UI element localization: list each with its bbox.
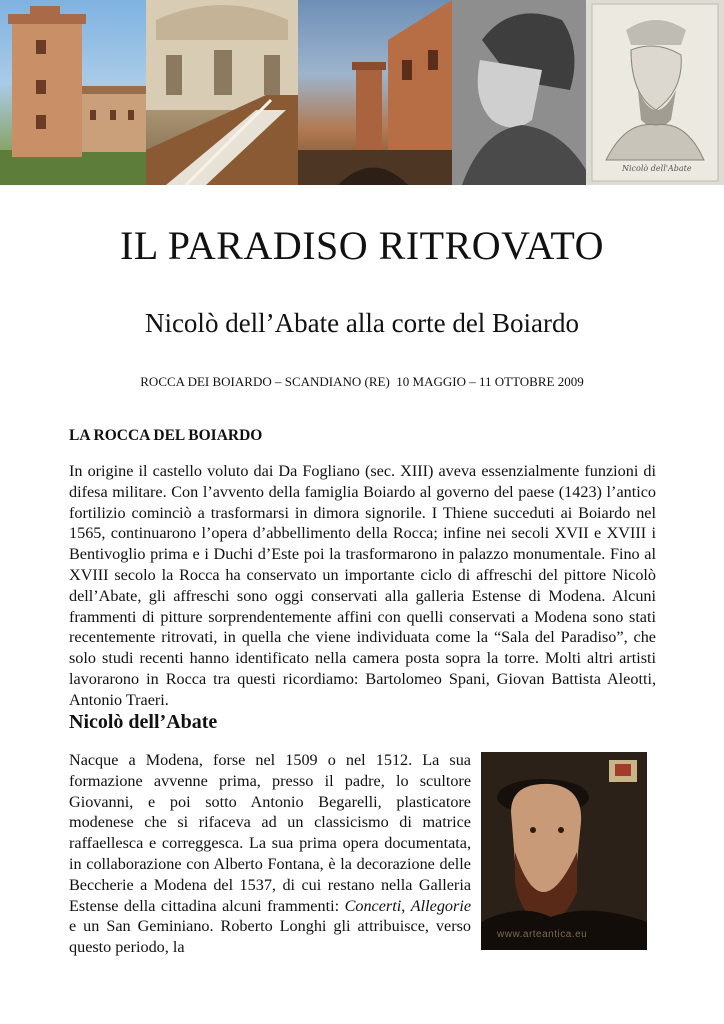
banner-photo-staircase [146, 0, 298, 185]
portrait-watermark: www.arteantica.eu [497, 929, 588, 940]
work-title-concerti: Concerti [344, 896, 402, 915]
work-title-allegorie: Allegorie [410, 896, 472, 915]
banner-photo-castle-tower [0, 0, 146, 185]
section-heading-nicolo: Nicolò dell’Abate [69, 711, 218, 733]
banner-photo-castle-courtyard [298, 0, 452, 185]
bio-text-end: e un San Geminiano. Roberto Longhi gli attribuisce, verso questo periodo, la [69, 917, 471, 957]
bio-text-start: Nacque a Modena, forse nel 1509 o nel 1512. La sua formazione avvenne prima, presso il padre, lo scultore Giovanni, e poi sotto Antonio Begarelli, plasticatore modenese che si rifaceva ad un classicismo di matrice raffaellesca e correggesca. La sua prima opera documentata, in collaborazione con Alberto Fontana, è la decorazione delle Beccherie a Modena del 1537, di cui restano nella Galleria Estense della cittadina alcuni frammenti: [69, 751, 471, 915]
event-venue-dates: ROCCA DEI BOIARDO – SCANDIANO (RE) 10 MAGGIO – 11 OTTOBRE 2009 [140, 374, 584, 389]
portrait-nicolo-dell-abate [481, 752, 647, 950]
banner-portrait-boiardo [452, 0, 586, 185]
paragraph-rocca-history: In origine il castello voluto dai Da Fogliano (sec. XIII) aveva essenzialmente funzioni di difesa militare. Con l’avvento della famiglia Boiardo al governo del paese (1423) l’antico fortilizio cominciò a trasformarsi in dimora signorile. I Thiene succeduti ai Boiardo nel 1565, continuarono l’opera d’abbellimento della Rocca; infine nei secoli XVII e XVIII i Bentivoglio prima e i Duchi d’Este poi la trasformarono in palazzo monumentale. Fino al XVIII secolo la Rocca ha conservato un importante ciclo di affreschi del pittore Nicolò dell’Abate, gli affreschi sono oggi conservati alla galleria Estense di Modena. Alcuni frammenti di pitture sorprendentemente affini con quelli conservati a Modena sono stati recentemente ritrovati, in quella che viene individuata come la “Sala del Paradiso”, che solo studi recenti hanno identificato nella camera posta sopra la torre. Molti altri artisti lavorarono in Rocca tra questi ricordiamo: Bartolomeo Spani, Giovan Battista Aleotti, Antonio Traeri. [69, 462, 656, 709]
banner-engraving-dell-abate [586, 0, 724, 185]
header-banner [0, 0, 724, 185]
engraving-caption: Nicolò dell'Abate [622, 164, 692, 173]
bio-separator: , [401, 896, 411, 915]
section-heading-rocca: LA ROCCA DEL BOIARDO [69, 427, 263, 444]
page-subtitle: Nicolò dell’Abate alla corte del Boiardo [144, 308, 580, 338]
paragraph-nicolo-biography [69, 750, 471, 958]
page-title: IL PARADISO RITROVATO [120, 223, 604, 268]
